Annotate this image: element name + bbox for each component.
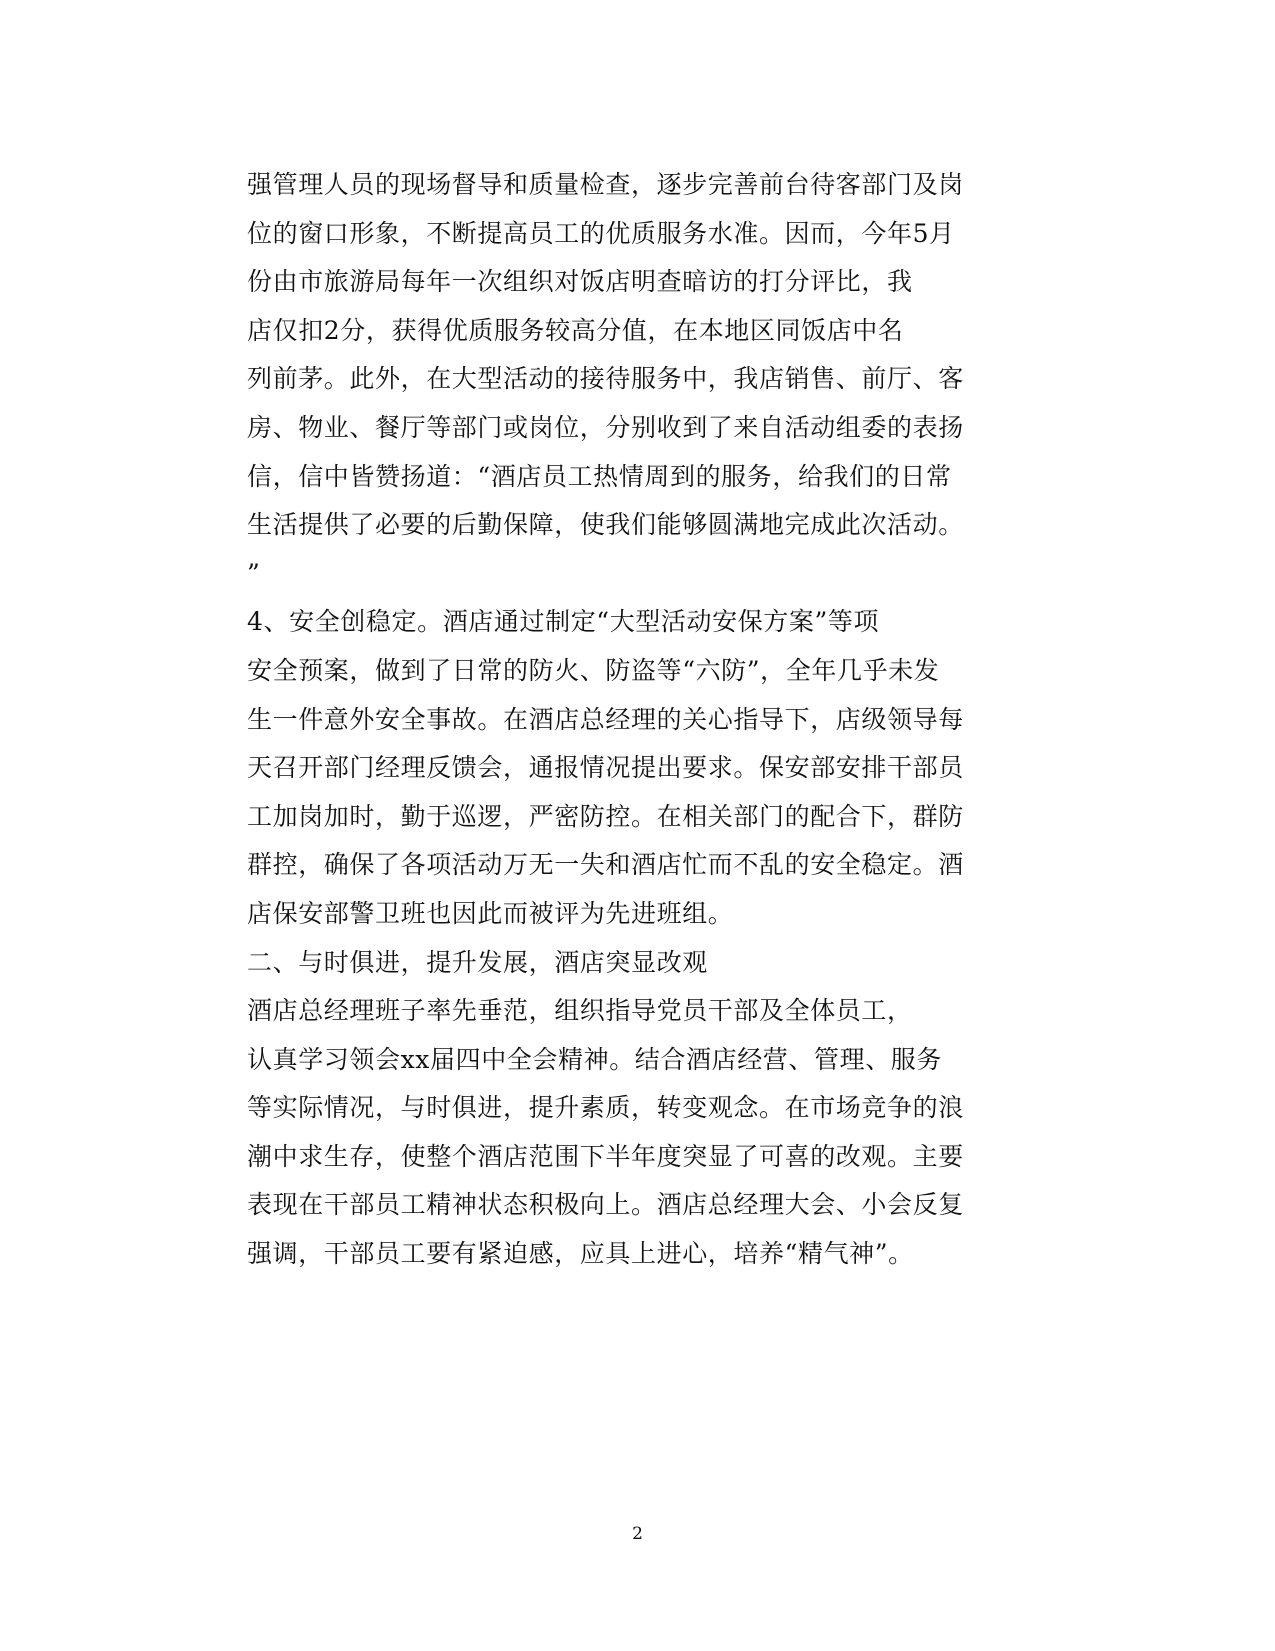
text-line: 店仅扣2分，获得优质服务较高分值，在本地区同饭店中名	[247, 315, 904, 345]
text-line: 强调，干部员工要有紧迫感，应具上进心，培养“精气神”。	[247, 1239, 914, 1269]
text-line: 生一件意外安全事故。在酒店总经理的关心指导下，店级领导每	[247, 704, 964, 734]
text-line: 列前茅。此外，在大型活动的接待服务中，我店销售、前厅、客	[247, 364, 964, 394]
text-line: 潮中求生存，使整个酒店范围下半年度突显了可喜的改观。主要	[247, 1141, 964, 1171]
text-line: 生活提供了必要的后勤保障，使我们能够圆满地完成此次活动。	[247, 510, 964, 540]
text-line: 信，信中皆赞扬道：“酒店员工热情周到的服务，给我们的日常	[247, 461, 952, 491]
text-line: 店保安部警卫班也因此而被评为先进班组。	[247, 898, 734, 928]
text-line: 位的窗口形象，不断提高员工的优质服务水准。因而，今年5月	[247, 218, 955, 248]
text-line: 工加岗加时，勤于巡逻，严密防控。在相关部门的配合下，群防	[247, 801, 964, 831]
page-number: 2	[632, 1524, 643, 1544]
text-line: 表现在干部员工精神状态积极向上。酒店总经理大会、小会反复	[247, 1190, 964, 1220]
text-line: 酒店总经理班子率先垂范，组织指导党员干部及全体员工，	[247, 996, 913, 1026]
text-line: 群控，确保了各项活动万无一失和酒店忙而不乱的安全稳定。酒	[247, 850, 964, 880]
text-line: 强管理人员的现场督导和质量检查，逐步完善前台待客部门及岗	[247, 170, 964, 199]
section-item-heading: 4、安全创稳定。酒店通过制定“大型活动安保方案”等项	[247, 607, 880, 637]
section-heading: 二、与时俱进，提升发展，酒店突显改观	[247, 947, 708, 977]
text-line: ”	[247, 558, 261, 588]
text-line: 等实际情况，与时俱进，提升素质，转变观念。在市场竞争的浪	[247, 1093, 964, 1123]
body-text	[247, 161, 967, 1279]
text-line: 安全预案，做到了日常的防火、防盗等“六防”，全年几乎未发	[247, 655, 940, 685]
text-line: 份由市旅游局每年一次组织对饭店明查暗访的打分评比，我	[247, 267, 913, 297]
text-line: 认真学习领会xx届四中全会精神。结合酒店经营、管理、服务	[247, 1044, 943, 1074]
text-line: 房、物业、餐厅等部门或岗位，分别收到了来自活动组委的表扬	[247, 412, 964, 442]
text-line: 天召开部门经理反馈会，通报情况提出要求。保安部安排干部员	[247, 753, 964, 783]
